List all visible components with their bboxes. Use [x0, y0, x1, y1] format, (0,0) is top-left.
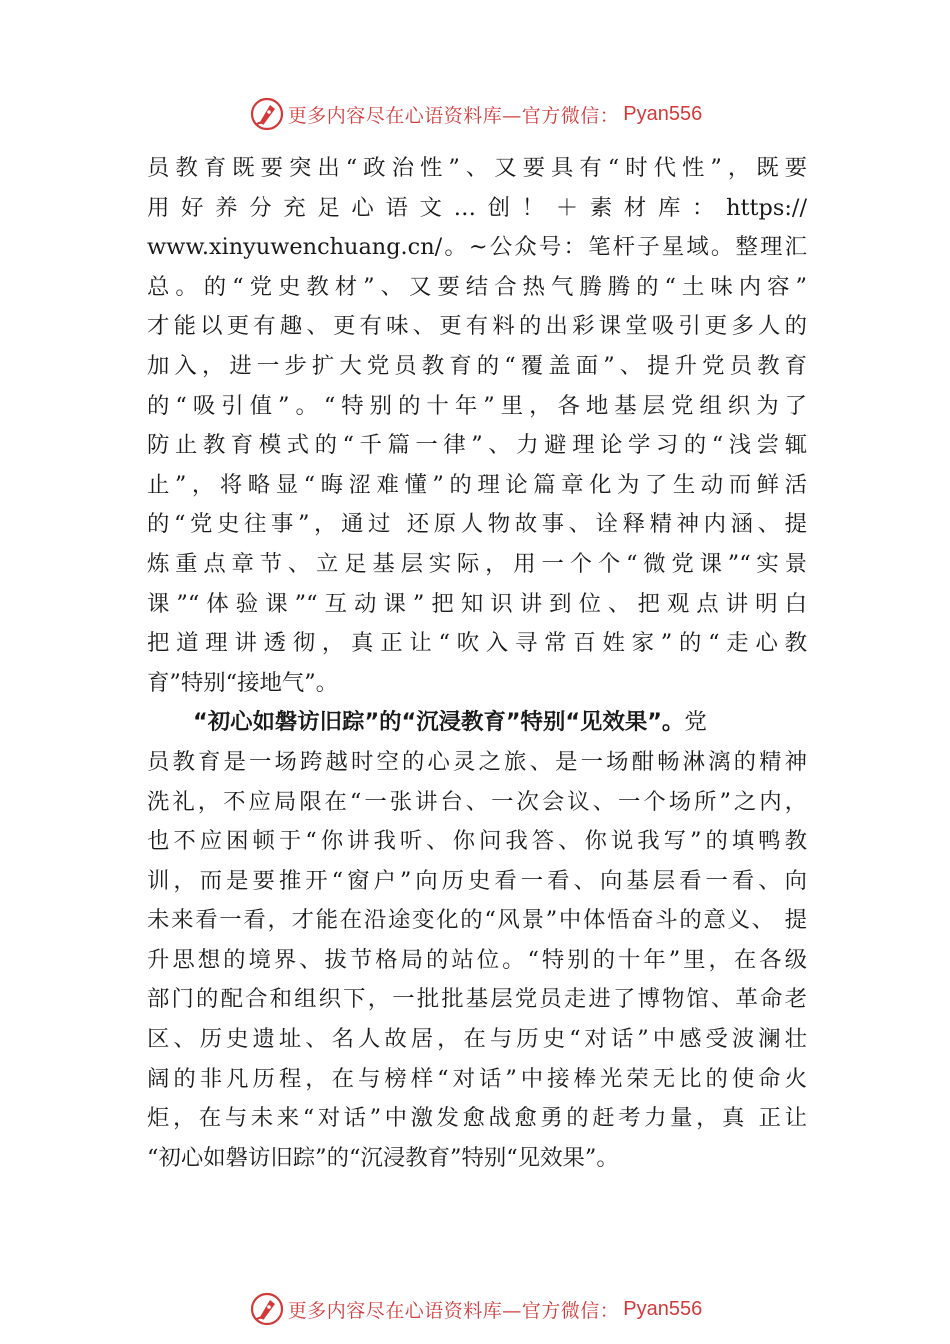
text-line: 员教育既要突出“政治性”、又要具有“时代性”，既要	[147, 155, 807, 181]
text-line: 的“吸引值”。“特别的十年”里，各地基层党组织为了	[147, 392, 807, 419]
paragraph-heading-line	[147, 703, 807, 743]
text-line: 课”“体验课”“互动课”把知识讲到位、把观点讲明白	[147, 590, 807, 617]
text-line: 升思想的境界、拔节格局的站位。“特别的十年”里，在各级	[147, 946, 807, 973]
paragraph-2	[147, 703, 807, 1178]
text-line: 也不应困顿于“你讲我听、你问我答、你说我写”的填鸭教	[147, 828, 807, 855]
footer-banner	[0, 1287, 950, 1331]
text-line: 员教育是一场跨越时空的心灵之旅、是一场酣畅淋漓的精神	[147, 748, 807, 775]
header-wechat-id: Pyan556	[623, 102, 703, 125]
text-line: 育”特别“接地气”。	[147, 669, 339, 696]
text-line: 用好养分充足心语文…创！＋素材库：https://	[147, 194, 807, 221]
text-line: 炼重点章节、立足基层实际，用一个个“微党课”“实景	[147, 550, 807, 577]
text-line: 防止教育模式的“千篇一律”、力避理论学习的“浅尝辄	[147, 432, 807, 459]
text-line: 的“党史往事”，通过 还原人物故事、诠释精神内涵、提	[147, 511, 807, 538]
header-banner	[0, 92, 950, 136]
pen-nib-logo-icon	[248, 95, 286, 133]
text-line: 炬，在与未来“对话”中激发愈战愈勇的赶考力量，真 正让	[147, 1105, 807, 1132]
text-line: 加入，进一步扩大党员教育的“覆盖面”、提升党员教育	[147, 352, 807, 379]
footer-text: 更多内容尽在心语资料库—官方微信：	[287, 1299, 620, 1322]
text-line: 阔的非凡历程，在与榜样“对话”中接棒光荣无比的使命火	[147, 1065, 807, 1092]
text-line: 未来看一看，才能在沿途变化的“风景”中体悟奋斗的意义、 提	[147, 907, 807, 934]
text-line: 止”，将略显“晦涩难懂”的理论篇章化为了生动而鲜活	[147, 471, 807, 498]
text-fragment: 党	[684, 709, 707, 736]
paragraph-1	[147, 149, 807, 703]
text-line: “初心如磐访旧踪”的“沉浸教育”特别“见效果”。	[147, 1144, 619, 1171]
text-line: 把道理讲透彻，真正让“吹入寻常百姓家”的“走心教	[147, 630, 807, 657]
text-line: 总。的“党史教材”、又要结合热气腾腾的“土味内容”	[147, 273, 807, 300]
paragraph-heading: “初心如磐访旧踪”的“沉浸教育”特别“见效果”。	[193, 709, 685, 736]
text-line: 区、历史遗址、名人故居，在与历史“对话”中感受波澜壮	[147, 1026, 807, 1053]
text-line: 洗礼，不应局限在“一张讲台、一次会议、一个场所”之内，	[147, 788, 807, 815]
text-line: 部门的配合和组织下，一批批基层党员走进了博物馆、革命老	[147, 986, 807, 1013]
header-text: 更多内容尽在心语资料库—官方微信：	[287, 104, 620, 127]
text-line: 才能以更有趣、更有味、更有料的出彩课堂吸引更多人的	[147, 313, 807, 340]
footer-wechat-id: Pyan556	[623, 1297, 703, 1320]
article-body	[147, 149, 807, 1178]
pen-nib-logo-icon	[248, 1290, 286, 1328]
text-line: 训，而是要推开“窗户”向历史看一看、向基层看一看、向	[147, 867, 807, 894]
text-line: www.xinyuwenchuang.cn/。~公众号：笔杆子星域。整理汇	[147, 234, 807, 261]
